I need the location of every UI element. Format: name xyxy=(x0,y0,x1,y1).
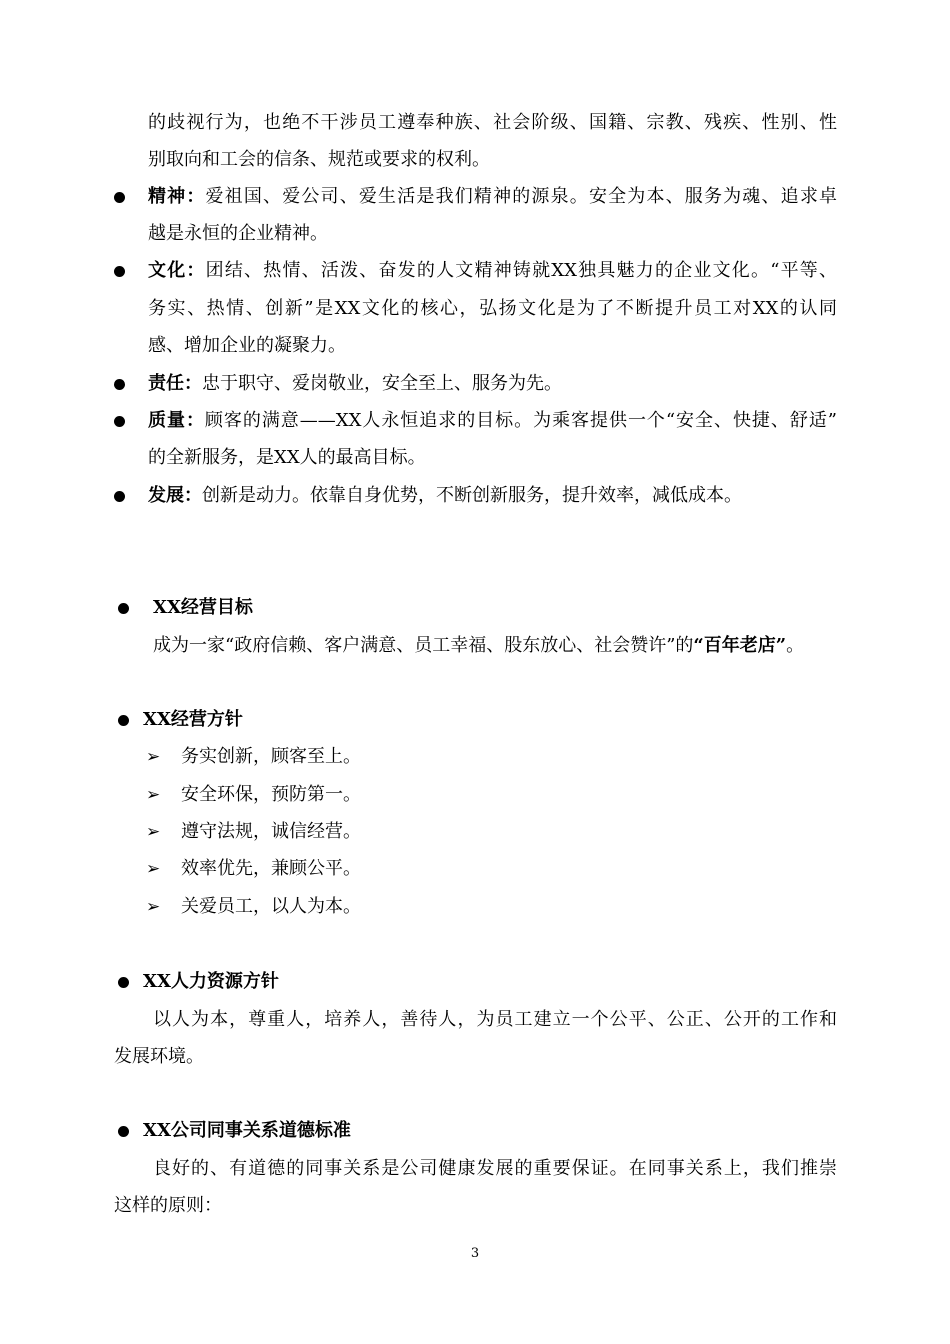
value-text: 顾客的满意——XX人永恒追求的目标。为乘客提供一个“安全、快捷、舒适” xyxy=(204,410,838,431)
arrow-bullet-icon: ➢ xyxy=(146,822,161,842)
policy-item: 效率优先，兼顾公平。 xyxy=(181,858,361,879)
value-fazhan-line-1 xyxy=(148,484,742,508)
value-zeren-line-1 xyxy=(148,372,562,396)
arrow-bullet-icon: ➢ xyxy=(146,785,161,805)
value-zhiliang-line-2: 的全新服务，是XX人的最高目标。 xyxy=(148,447,426,468)
arrow-bullet-icon: ➢ xyxy=(146,897,161,917)
value-term: 发展： xyxy=(148,485,202,506)
value-text: 爱祖国、爱公司、爱生活是我们精神的源泉。安全为本、服务为魂、追求卓 xyxy=(205,186,837,207)
value-wenhua-line-3: 感、增加企业的凝聚力。 xyxy=(148,335,346,356)
value-wenhua-line-1 xyxy=(148,259,837,283)
policy-item: 安全环保，预防第一。 xyxy=(181,784,361,805)
hr-policy-heading: XX人力资源方针 xyxy=(143,971,279,992)
page-number: 3 xyxy=(470,1246,480,1261)
bullet-icon xyxy=(114,416,125,427)
arrow-bullet-icon: ➢ xyxy=(146,747,161,767)
colleague-ethics-line-2: 这样的原则： xyxy=(114,1195,222,1216)
business-policy-heading: XX经营方针 xyxy=(143,709,243,730)
intro-line-1: 的歧视行为，也绝不干涉员工遵奉种族、社会阶级、国籍、宗教、残疾、性别、性 xyxy=(148,112,837,133)
value-zhiliang-line-1 xyxy=(148,409,837,433)
bullet-icon xyxy=(118,977,129,988)
colleague-ethics-line-1: 良好的、有道德的同事关系是公司健康发展的重要保证。在同事关系上，我们推崇 xyxy=(153,1158,837,1179)
bullet-icon xyxy=(114,379,125,390)
value-text: 创新是动力。依靠自身优势，不断创新服务，提升效率，减低成本。 xyxy=(202,485,742,506)
arrow-bullet-icon: ➢ xyxy=(146,859,161,879)
value-text: 忠于职守、爱岗敬业，安全至上、服务为先。 xyxy=(202,373,562,394)
business-goal-text-bold: “百年老店” xyxy=(693,635,787,656)
bullet-icon xyxy=(118,1126,129,1137)
value-wenhua-line-2: 务实、热情、创新”是XX文化的核心，弘扬文化是为了不断提升员工对XX的认同 xyxy=(148,298,837,319)
colleague-ethics-heading: XX公司同事关系道德标准 xyxy=(143,1120,351,1141)
bullet-icon xyxy=(114,266,125,277)
bullet-icon xyxy=(114,491,125,502)
value-term: 精神： xyxy=(148,186,206,207)
policy-item: 务实创新，顾客至上。 xyxy=(181,746,361,767)
policy-item: 关爱员工，以人为本。 xyxy=(181,896,361,917)
policy-item: 遵守法规，诚信经营。 xyxy=(181,821,361,842)
hr-policy-line-1: 以人为本，尊重人，培养人，善待人，为员工建立一个公平、公正、公开的工作和 xyxy=(153,1009,837,1030)
business-goal-text-pre: 成为一家“政府信赖、客户满意、员工幸福、股东放心、社会赞许”的 xyxy=(153,635,694,656)
hr-policy-line-2: 发展环境。 xyxy=(114,1046,204,1067)
value-term: 质量： xyxy=(148,410,205,431)
bullet-icon xyxy=(118,715,129,726)
business-goal-heading: XX经营目标 xyxy=(153,597,253,618)
value-term: 责任： xyxy=(148,373,202,394)
value-text: 团结、热情、活泼、奋发的人文精神铸就XX独具魅力的企业文化。“平等、 xyxy=(205,260,838,281)
business-goal-text xyxy=(153,634,804,658)
value-term: 文化： xyxy=(148,260,206,281)
intro-line-2: 别取向和工会的信条、规范或要求的权利。 xyxy=(148,149,490,170)
bullet-icon xyxy=(114,192,125,203)
bullet-icon xyxy=(118,603,129,614)
business-goal-text-post: 。 xyxy=(786,635,805,656)
value-jingshen-line-1 xyxy=(148,185,837,209)
value-jingshen-line-2: 越是永恒的企业精神。 xyxy=(148,223,328,244)
